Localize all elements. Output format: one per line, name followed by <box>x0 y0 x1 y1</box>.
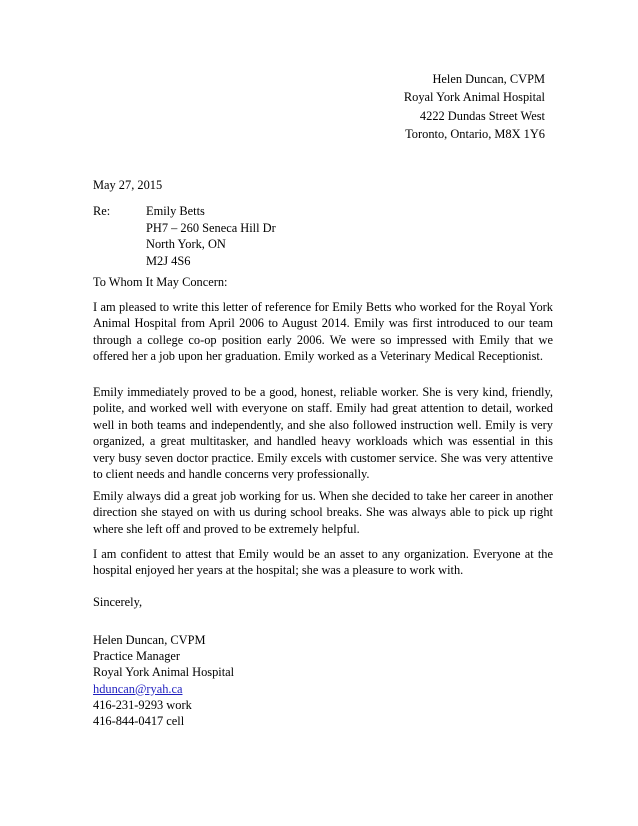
re-address-line-1: PH7 – 260 Seneca Hill Dr <box>146 220 276 235</box>
salutation: To Whom It May Concern: <box>93 275 228 289</box>
body-paragraph-4: I am confident to attest that Emily would be an asset to any organization. Everyone at the hospital enjoyed her years at the hospital; she was a pleasure to work with. <box>93 547 553 578</box>
closing: Sincerely, <box>93 595 143 609</box>
signature-organization: Royal York Animal Hospital <box>93 665 235 680</box>
sender-city: Toronto, Ontario, M8X 1Y6 <box>405 127 545 142</box>
sender-street: 4222 Dundas Street West <box>419 108 545 123</box>
signature-block <box>93 632 234 729</box>
sender-name: Helen Duncan, CVPM <box>432 72 545 86</box>
signature-title: Practice Manager <box>93 649 181 664</box>
re-name: Emily Betts <box>146 204 205 218</box>
re-postal-code: M2J 4S6 <box>146 253 191 268</box>
re-label: Re: <box>93 204 111 218</box>
signature-work-phone: 416-231-9293 work <box>93 697 192 712</box>
signature-cell-phone: 416-844-0417 cell <box>93 714 185 729</box>
body-paragraph-1: I am pleased to write this letter of reference for Emily Betts who worked for the Royal York Animal Hospital from April 2006 to August 2014. Emily was first introduced to our team through a college co-op position early 2006. We were so impressed with Emily that we offered her a job upon her graduation. Emily worked as a Veterinary Medical Receptionist. <box>93 300 553 364</box>
sender-address-block <box>404 70 545 144</box>
sender-organization: Royal York Animal Hospital <box>403 90 545 105</box>
signature-name: Helen Duncan, CVPM <box>93 633 206 647</box>
body-paragraph-3: Emily always did a great job working for us. When she decided to take her career in another direction she stayed on with us during school breaks. She was always able to pick up right where she left off and proved to be extremely helpful. <box>93 489 553 536</box>
signature-email-link[interactable]: hduncan@ryah.ca <box>93 681 183 696</box>
letter-date: May 27, 2015 <box>93 178 163 192</box>
body-paragraph-2: Emily immediately proved to be a good, honest, reliable worker. She is very kind, friendly, polite, and worked well with everyone on staff. Emily had great attention to detail, worked well in both teams and independently, and she also followed instruction well. Emily is very organized, a great multitasker, and handled heavy workloads which was essential in this very busy seven doctor practice. Emily excels with customer service. She was very attentive to client needs and handle concerns very professionally. <box>93 385 553 482</box>
re-address <box>146 203 276 269</box>
re-address-line-2: North York, ON <box>146 237 226 252</box>
